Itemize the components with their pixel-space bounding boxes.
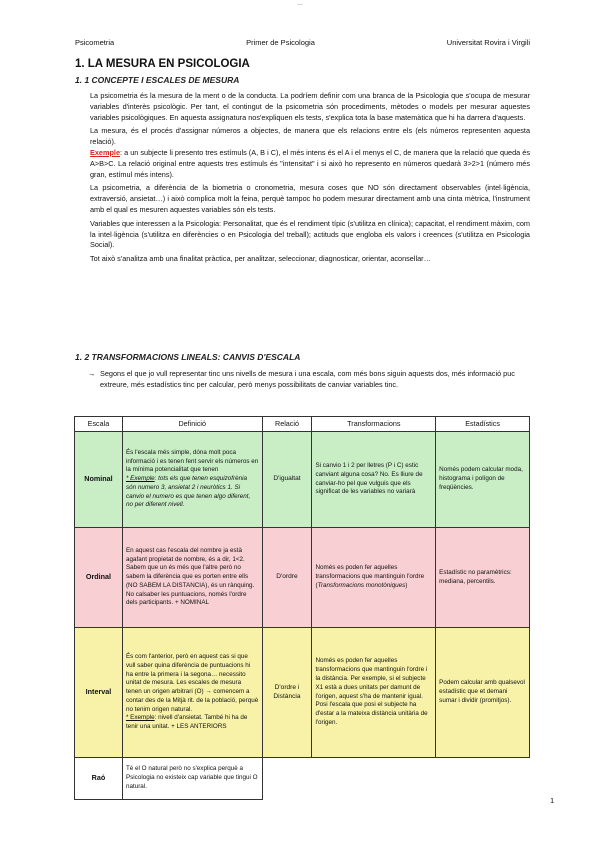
empty-cell	[262, 758, 312, 800]
cell-escala: Ordinal	[75, 528, 123, 628]
cell-transformacions: Només es poden fer aquelles transformacions que mantinguin l'ordre i la distància. Per exemple, si el subjecte X1 està a dues unitats per damunt de l'origen, aquest s'ha de mantenir igual. Posi l'escala que posi el subjecte ha d'estar a la mateixa distància unitària de l'origen.	[312, 628, 436, 758]
table-row-nominal	[75, 432, 530, 528]
cell-escala: Raó	[75, 758, 123, 800]
col-header-relacio: Relació	[262, 417, 312, 432]
cell-escala: Interval	[75, 628, 123, 758]
table-row-rao	[75, 758, 530, 800]
col-header-transformacions: Transformacions	[312, 417, 436, 432]
example-text: : a un subjecte li presento tres estímuls (A, B i C), el més intens és el A i el menys el C, de manera que la relació que queda és A>B>C. La relació original entre aquests tres estímuls és "intensitat" i si això ho represento en números quedarà 3>2>1 (número més gran, estímul més intens).	[90, 147, 530, 179]
paragraph-mesura	[90, 126, 530, 180]
header-university: Universitat Rovira i Virgili	[446, 38, 530, 47]
paragraph-variables: Variables que interessen a la Psicologia: Personalitat, que és el rendiment típic (s'utilitza en clínica); capacitat, el rendiment màxim, com la intel·ligència (s'utilitza en diferències o en Psicologia del treball); actituds que engloba els valors i creences (s'utilitza en Psicologia Social).	[90, 218, 530, 250]
chapter-title: 1. LA MESURA EN PSICOLOGIA	[75, 58, 250, 70]
page-number: 1	[550, 796, 555, 805]
section-heading-2: 1. 2 TRANSFORMACIONS LINEALS: CANVIS D'ESCALA	[75, 352, 301, 362]
paragraph-finalitat: Tot això s'analitza amb una finalitat pràctica, per analitzar, seleccionar, diagnosticar, orientar, aconsellar…	[90, 254, 431, 264]
paragraph-biometria: La psicometria, a diferència de la biometria o cronometria, mesura coses que NO són directament observables (intel·ligència, extraversió, ansietat…) i això complica molt la feina, perquè tampoc ho podem mesurar directament amb una cinta mètrica, l'instrument amb el qual es mesuren aquestes variables són els tests.	[90, 183, 530, 214]
transf-italic: Transformacions monotòniques	[317, 581, 406, 589]
def-example-label: * Exemple	[125, 714, 155, 722]
arrow-bullet-text: Segons el que jo vull representar tinc uns nivells de mesura i una escala, com més bons siguin aquests dos, més informació puc extreure, més estadístics tinc per calcular, però menys possibilitats de canviar variables tinc.	[100, 369, 515, 389]
cell-estadistics: Només podem calcular moda, histograma i polígon de freqüències.	[436, 432, 530, 528]
arrow-bullet	[88, 369, 533, 391]
paragraph-mesura-text: La mesura, és el procés d'assignar números a objectes, de manera que els relacions entre els (els números representen aquesta relació).	[90, 126, 530, 147]
header-course: Primer de Psicologia	[246, 38, 315, 47]
cell-estadistics: Estadístic no paramètrics: mediana, percentils.	[436, 528, 530, 628]
cell-definicio: En aquest cas l'escala del nombre ja està agafant propietat de nombre, és a dir, 1<2. Sabem que un és més que l'altre però no sabem la diferència que es porten entre ells (NO SABEM LA DISTANCIA), és un rànquing. No calsaber les puntuacions, només l'ordre dels participants. + NOMINAL	[122, 528, 262, 628]
cell-transformacions: Si canvio 1 i 2 per lletres (P i C) estic canviant alguna cosa? No. Es lliure de canviar-ho pel que vulguis que els significat de les variables no variarà	[312, 432, 436, 528]
cell-relacio: D'ordre i Distància	[262, 628, 312, 758]
table-header-row	[75, 417, 530, 432]
col-header-estadistics: Estadístics	[436, 417, 530, 432]
arrow-icon: →	[88, 369, 96, 378]
cell-relacio: D'ordre	[262, 528, 312, 628]
section1-body	[90, 91, 530, 268]
cell-transformacions	[312, 528, 436, 628]
col-header-definicio: Definició	[122, 417, 262, 432]
def-example-label: * Exemple	[125, 475, 155, 483]
def-text: És l'escala més simple, dóna molt poca informació i es tenen fent servir els números en la mínima potencialitat que tenen	[125, 448, 259, 474]
section-heading-1: 1. 1 CONCEPTE I ESCALES DE MESURA	[75, 75, 240, 85]
transf-text: Només es poden fer aquelles transformacions que mantinguin l'ordre (	[315, 564, 425, 589]
scales-table	[74, 416, 530, 800]
example-label: Exemple	[90, 147, 121, 157]
transf-close: )	[405, 581, 408, 589]
empty-cell	[312, 758, 436, 800]
table-row-ordinal	[75, 528, 530, 628]
header-subject: Psicometria	[75, 38, 115, 47]
cell-escala: Nominal	[75, 432, 123, 528]
cell-estadistics: Podem calcular amb qualsevol estadístic que et demani sumar i dividir (promitjos).	[436, 628, 530, 758]
def-text: És com l'anterior, però en aquest cas si que vull saber quina diferència de puntuacions hi ha entre la primera i la segona… necessito unitat de mesura. Les escales de mesura tenen un origen arbitrari (O) → comencem a contar des de la Mitjà rit. de la població, perquè no tenim origen natural.	[125, 652, 259, 713]
def-example-text: : nivell d'ansietat. També hi ha de tenir una unitat. + LES ANTERIORS	[125, 714, 248, 731]
empty-cell	[436, 758, 530, 800]
top-mark: ...	[297, 0, 303, 7]
table-row-interval	[75, 628, 530, 758]
cell-definicio	[122, 432, 262, 528]
def-example-text: : tots els que tenen esquizofrènia són numero 3, ansietat 2 i neuròtics 1. Si canvio el numero es que tenen algo diferent, no per diferent nivell.	[125, 475, 251, 509]
col-header-escala: Escala	[75, 417, 123, 432]
cell-relacio: D'igualtat	[262, 432, 312, 528]
page-header	[75, 38, 530, 47]
paragraph-definition: La psicometria és la mesura de la ment o de la conducta. La podríem definir com una branca de la Psicologia que s'ocupa de mesurar variables d'interès psicològic. Per tant, el contingut de la psicometria són procediments, mètodes o models per mesurar aquestes variables psicològiques. En aquesta assignatura nos'expliquen els tests, s'explica tota la base matemàtica que hi ha darrera d'aquests.	[90, 91, 530, 122]
cell-definicio: Té el O natural però no s'explica perquè a Psicologia no existeix cap variable que tingui O natural.	[122, 758, 262, 800]
cell-definicio	[122, 628, 262, 758]
